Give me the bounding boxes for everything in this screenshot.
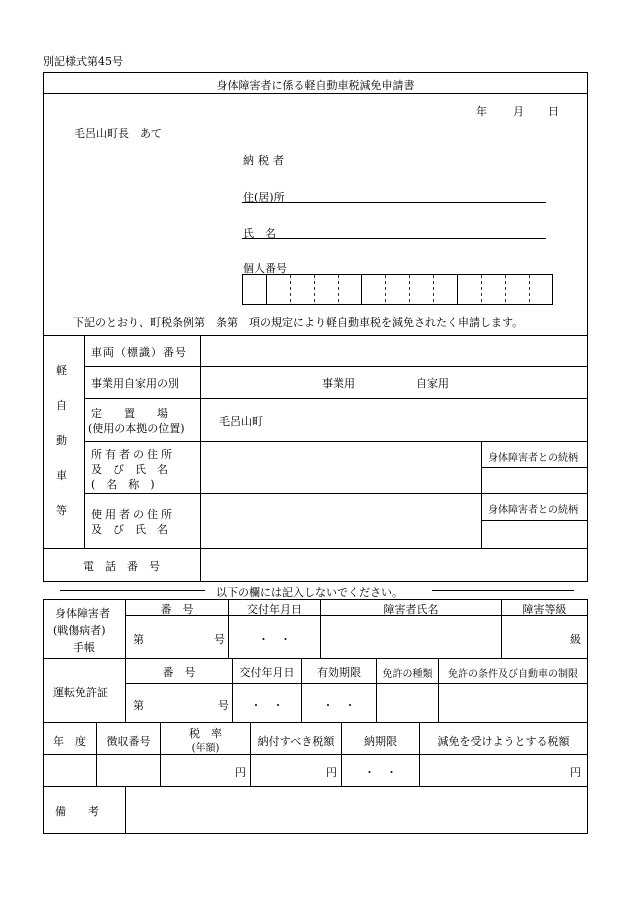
tax-rate-yen: 円 [235,766,246,779]
handbook-grade-suffix: 級 [570,633,581,646]
vehicle-side-char-5: 等 [56,504,67,517]
form-number: 別記様式第45号 [43,55,123,68]
handbook-number-suffix: 号 [214,633,225,646]
tax-payable-yen: 円 [326,766,337,779]
form-title: 身体障害者に係る軽自動車税減免申請書 [216,79,415,92]
vehicle-side-char-1: 軽 [56,364,67,377]
location-sublabel: (使用の本拠の位置) [88,422,185,435]
handbook-number-prefix: 第 [133,633,144,646]
date-month-label: 月 [513,105,524,118]
handbook-issue-date-dots: ・ ・ [258,633,291,646]
location-value: 毛呂山町 [219,415,263,428]
license-number-prefix: 第 [133,699,144,712]
use-business-option: 事業用 [322,377,355,390]
date-year-label: 年 [476,105,487,118]
handbook-label-3: 手帳 [73,641,95,654]
tax-due-date-dots: ・ ・ [364,766,397,779]
tax-due-date-header: 納期限 [364,735,397,748]
user-label-1: 使用者の住所 [91,508,175,521]
license-number-header: 番 号 [162,666,196,679]
phone-label: 電 話 番 号 [83,560,160,573]
plate-number-label: 車両（標識）番号 [91,346,187,359]
name-label: 氏 名 [243,227,276,240]
personal-number-label: 個人番号 [243,262,287,275]
handbook-label-1: 身体障害者 [55,607,110,620]
use-private-option: 自家用 [416,377,449,390]
location-label: 定 置 場 [91,407,168,420]
owner-label-3: ( 名 称 ) [91,478,155,491]
license-number-suffix: 号 [218,699,229,712]
owner-relation-label: 身体障害者との続柄 [488,453,578,464]
license-issue-date-dots: ・ ・ [250,699,284,712]
user-label-2: 及 び 氏 名 [91,523,168,536]
license-expiry-header: 有効期限 [317,666,361,679]
vehicle-side-char-2: 自 [56,399,67,412]
vehicle-side-char-3: 動 [56,434,67,447]
handbook-name-header: 障害者氏名 [383,603,439,616]
tax-year-header: 年 度 [53,735,86,748]
application-statement: 下記のとおり、町税条例第 条第 項の規定により軽自動車税を減免されたく申請します。 [73,316,524,329]
taxpayer-heading: 納税者 [243,154,288,167]
user-relation-label: 身体障害者との続柄 [488,505,578,516]
license-issue-date-header: 交付年月日 [239,666,295,679]
vehicle-side-char-4: 車 [56,469,67,482]
handbook-issue-date-header: 交付年月日 [247,603,302,616]
tax-rate-subheader: (年額) [191,743,220,754]
address-label: 住(居)所 [243,191,285,204]
tax-reduction-header: 減免を受けようとする税額 [437,735,570,748]
divider-notice: 以下の欄には記入しないでください。 [216,586,403,599]
tax-reduction-yen: 円 [570,766,581,779]
license-expiry-dots: ・ ・ [322,699,356,712]
handbook-label-2: (戦傷病者) [53,624,106,637]
remarks-label: 備 考 [55,805,99,818]
handbook-grade-header: 障害等級 [522,603,567,616]
license-type-header: 免許の種類 [382,669,433,680]
date-day-label: 日 [548,105,559,118]
handbook-number-header: 番 号 [160,603,194,616]
addressee: 毛呂山町長 あて [74,127,162,140]
owner-label-1: 所有者の住所 [91,448,175,461]
owner-label-2: 及 び 氏 名 [91,463,168,476]
use-type-label: 事業用自家用の別 [91,377,179,390]
tax-payable-header: 納付すべき税額 [257,735,335,748]
license-conditions-header: 免許の条件及び自動車の制限 [448,669,578,680]
license-label: 運転免許証 [53,686,108,699]
tax-rate-header: 税 率 [189,727,222,740]
tax-collection-number-header: 徴収番号 [106,735,151,748]
